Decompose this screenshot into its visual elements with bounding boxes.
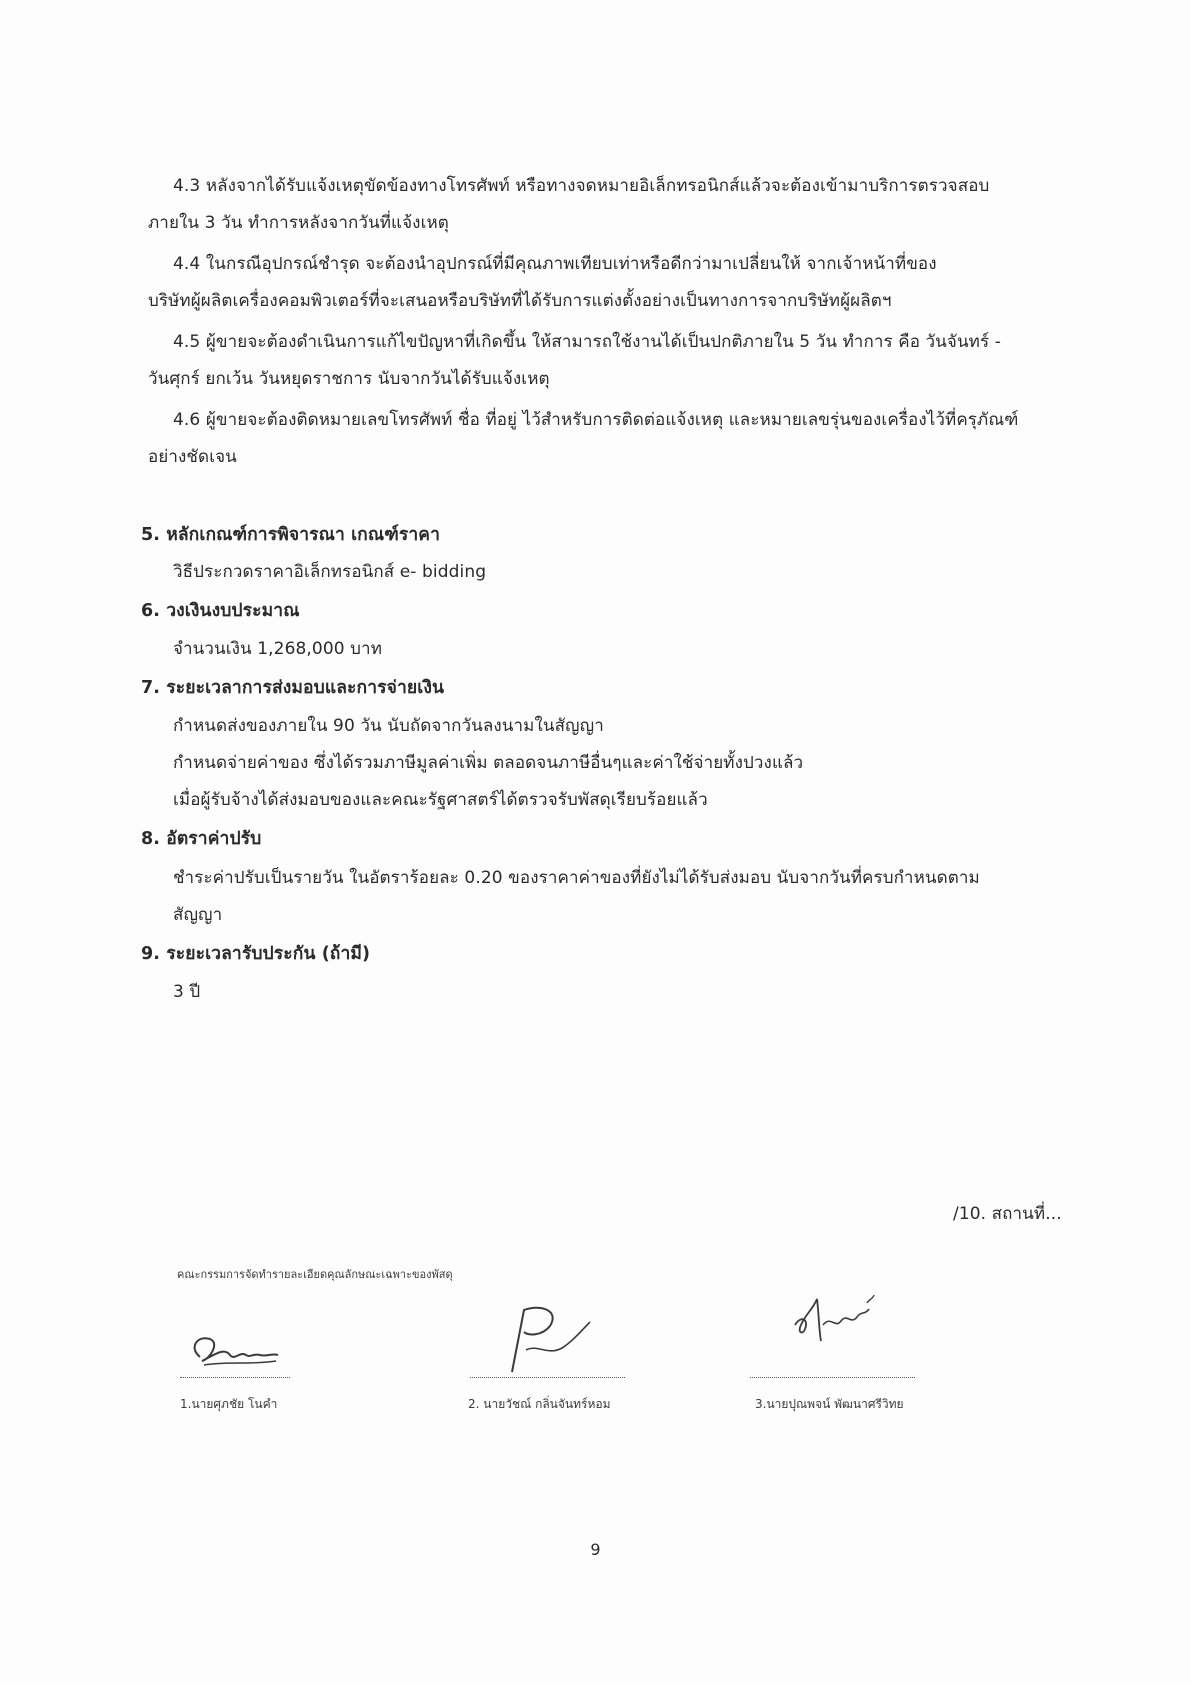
section-5-body: วิธีประกวดราคาอิเล็กทรอนิกส์ e- bidding <box>173 562 487 582</box>
signature-3-image <box>775 1285 885 1355</box>
item-4-3-line-2: ภายใน 3 วัน ทำการหลังจากวันที่แจ้งเหตุ <box>148 213 449 233</box>
item-4-4-line-1: 4.4 ในกรณีอุปกรณ์ชำรุด จะต้องนำอุปกรณ์ที่มีคุณภาพเทียบเท่าหรือดีกว่ามาเปลี่ยนให้ จากเจ้าหน้าที่ของ <box>173 254 937 274</box>
section-8-line-1: ชำระค่าปรับเป็นรายวัน ในอัตราร้อยละ 0.20 ของราคาค่าของที่ยังไม่ได้รับส่งมอบ นับจากวันที่ครบกำหนดตาม <box>173 868 980 888</box>
section-7-heading: 7. ระยะเวลาการส่งมอบและการจ่ายเงิน <box>141 678 445 698</box>
section-7-line-3: เมื่อผู้รับจ้างได้ส่งมอบของและคณะรัฐศาสตร์ได้ตรวจรับพัสดุเรียบร้อยแล้ว <box>173 790 708 810</box>
committee-title: คณะกรรมการจัดทำรายละเอียดคุณลักษณะเฉพาะของพัสดุ <box>177 1268 453 1281</box>
signature-2-image <box>490 1300 600 1375</box>
item-4-6-line-2: อย่างชัดเจน <box>148 447 237 467</box>
section-6-heading: 6. วงเงินงบประมาณ <box>141 601 300 621</box>
signature-1-line <box>180 1377 290 1378</box>
committee-member-3: 3.นายปุณพจน์ พัฒนาศรีวิทย <box>755 1397 904 1411</box>
section-9-heading: 9. ระยะเวลารับประกัน (ถ้ามี) <box>141 944 371 964</box>
section-9-body: 3 ปี <box>173 982 201 1002</box>
page-number: 9 <box>590 1540 601 1559</box>
section-7-line-2: กำหนดจ่ายค่าของ ซึ่งได้รวมภาษีมูลค่าเพิ่ม ตลอดจนภาษีอื่นๆและค่าใช้จ่ายทั้งปวงแล้ว <box>173 753 804 773</box>
continuation-marker: /10. สถานที่... <box>953 1204 1062 1224</box>
item-4-6-line-1: 4.6 ผู้ขายจะต้องติดหมายเลขโทรศัพท์ ชื่อ ที่อยู่ ไว้สำหรับการติดต่อแจ้งเหตุ และหมายเลขรุ่นของเครื่องไว้ที่ครุภัณฑ์ <box>173 410 1019 430</box>
section-8-line-2: สัญญา <box>173 905 223 925</box>
committee-member-1: 1.นายศุภชัย โนคำ <box>180 1397 278 1411</box>
item-4-5-line-1: 4.5 ผู้ขายจะต้องดำเนินการแก้ไขปัญหาที่เกิดขึ้น ให้สามารถใช้งานได้เป็นปกติภายใน 5 วัน ทำการ คือ วันจันทร์ - <box>173 332 1001 352</box>
section-7-line-1: กำหนดส่งของภายใน 90 วัน นับถัดจากวันลงนามในสัญญา <box>173 716 604 736</box>
section-6-body: จำนวนเงิน 1,268,000 บาท <box>173 639 382 659</box>
signature-2-line <box>470 1377 625 1378</box>
item-4-4-line-2: บริษัทผู้ผลิตเครื่องคอมพิวเตอร์ที่จะเสนอหรือบริษัทที่ได้รับการแต่งตั้งอย่างเป็นทางการจากบริษัทผู้ผลิตฯ <box>148 291 892 311</box>
section-5-heading: 5. หลักเกณฑ์การพิจารณา เกณฑ์ราคา <box>141 525 441 545</box>
section-8-heading: 8. อัตราค่าปรับ <box>141 829 262 849</box>
signature-3-line <box>750 1377 915 1378</box>
item-4-5-line-2: วันศุกร์ ยกเว้น วันหยุดราชการ นับจากวันได้รับแจ้งเหตุ <box>148 369 550 389</box>
signature-1-image <box>180 1325 290 1380</box>
item-4-3-line-1: 4.3 หลังจากได้รับแจ้งเหตุขัดข้องทางโทรศัพท์ หรือทางจดหมายอิเล็กทรอนิกส์แล้วจะต้องเข้ามาบริการตรวจสอบ <box>173 176 990 196</box>
committee-member-2: 2. นายวัชณ์ กลิ่นจันทร์หอม <box>468 1397 611 1411</box>
